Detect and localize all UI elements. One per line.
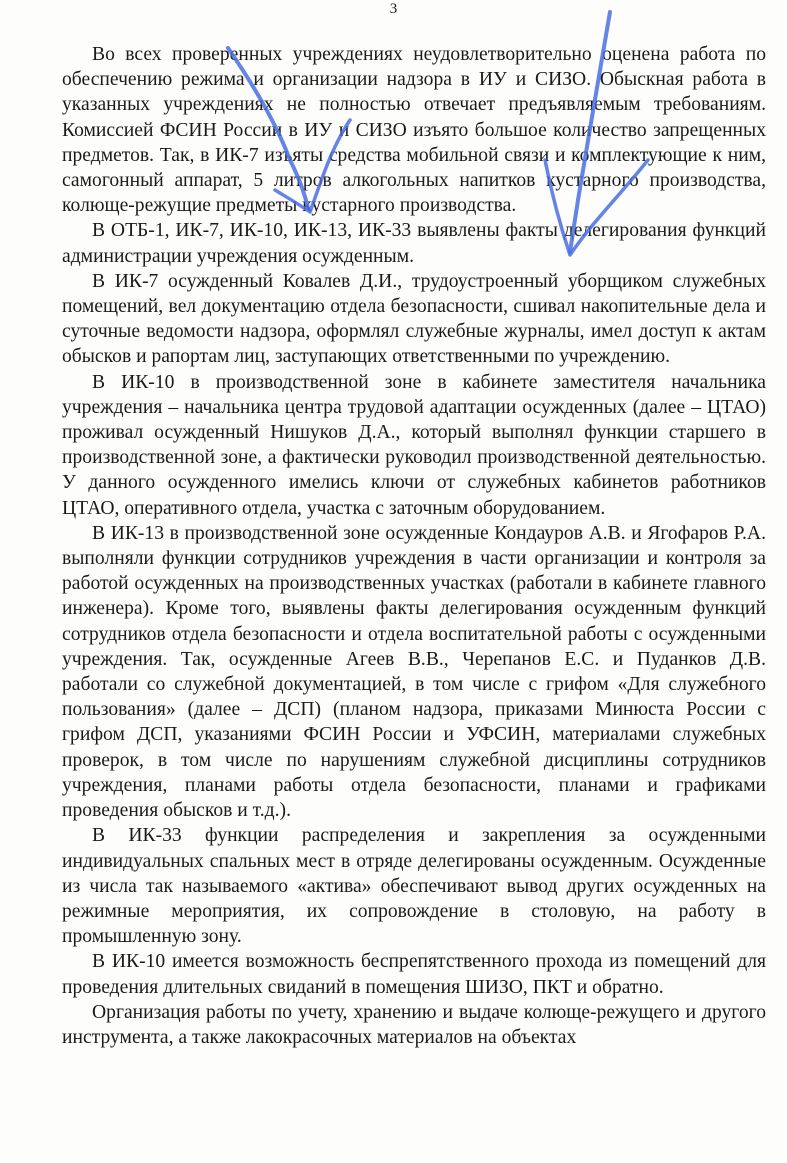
- page-number: 3: [389, 1, 398, 17]
- paragraph-7: В ИК-10 имеется возможность беспрепятственного прохода из помещений для проведения длительных свиданий в помещения ШИЗО, ПКТ и обратно.: [62, 951, 766, 998]
- paragraph-8: Организация работы по учету, хранению и выдаче колюще-режущего и другого инструмента, а также лакокрасочных материалов на объектах: [62, 1001, 766, 1048]
- paragraph-6: В ИК-33 функции распределения и закрепления за осужденными индивидуальных спальных мест в отряде делегированы осужденным. Осужденные из числа так называемого «актива» обеспечивают вывод других осужденных на режимные мероприятия, их сопровождение в столовую, на работу в промышленную зону.: [62, 825, 766, 948]
- document-body: [62, 42, 766, 1050]
- paragraph-5: В ИК-13 в производственной зоне осужденные Кондауров А.В. и Ягофаров Р.А. выполняли функции сотрудников учреждения в части организации и контроля за работой осужденных на производственных участках (работали в кабинете главного инженера). Кроме того, выявлены факты делегирования осужденным функций сотрудников отдела безопасности и отдела воспитательной работы с осужденными учреждения. Так, осужденные Агеев В.В., Черепанов Е.С. и Пуданков Д.В. работали со служебной документацией, в том числе с грифом «Для служебного пользования» (далее – ДСП) (планом надзора, приказами Минюста России с грифом ДСП, указаниями ФСИН России и УФСИН, материалами служебных проверок, в том числе по нарушениям служебной дисциплины сотрудников учреждения, планами работы отдела безопасности, планами и графиками проведения обысков и т.д.).: [62, 522, 766, 822]
- paragraph-1: Во всех проверенных учреждениях неудовлетворительно оценена работа по обеспечению режима и организации надзора в ИУ и СИЗО. Обыскная работа в указанных учреждениях не полностью отвечает предъявляемым требованиям. Комиссией ФСИН России в ИУ и СИЗО изъято большое количество запрещенных предметов. Так, в ИК-7 изъяты средства мобильной связи и комплектующие к ним, самогонный аппарат, 5 литров алкогольных напитков кустарного производства, колюще-режущие предметы кустарного производства.: [62, 44, 766, 217]
- paragraph-3: В ИК-7 осужденный Ковалев Д.И., трудоустроенный уборщиком служебных помещений, вел документацию отдела безопасности, сшивал накопительные дела и суточные ведомости надзора, оформлял служебные журналы, имел доступ к актам обысков и рапортам лиц, заступающих ответственными по учреждению.: [62, 270, 766, 368]
- paragraph-4: В ИК-10 в производственной зоне в кабинете заместителя начальника учреждения – начальника центра трудовой адаптации осужденных (далее – ЦТАО) проживал осужденный Нишуков Д.А., который выполнял функции старшего в производственной зоне, а фактически руководил производственной деятельностью. У данного осужденного имелись ключи от служебных кабинетов работников ЦТАО, оперативного отдела, участка с заточным оборудованием.: [62, 371, 766, 519]
- paragraph-2: В ОТБ-1, ИК-7, ИК-10, ИК-13, ИК-33 выявлены факты делегирования функций администрации учреждения осужденным.: [62, 220, 766, 267]
